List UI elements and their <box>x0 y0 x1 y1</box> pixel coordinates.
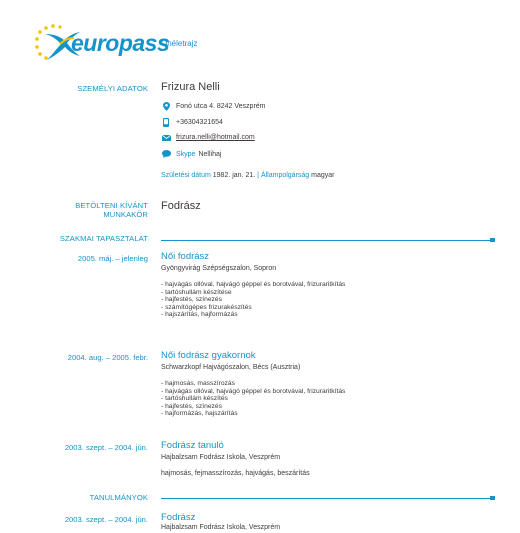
speech-bubble-icon <box>162 150 171 158</box>
section-desired-job <box>0 201 148 219</box>
section-divider-marker <box>490 496 495 500</box>
experience-employer: Gyöngyvirág Szépségszalon, Sopron <box>161 265 277 272</box>
skype-value: Nellihaj <box>198 150 222 158</box>
bullet: - tartóshullám készítése <box>161 288 232 296</box>
experience-title: Női fodrász <box>161 251 210 262</box>
skype-label: Skype <box>176 150 196 158</box>
europass-logo-text: europass <box>71 30 170 56</box>
location-pin-icon <box>163 102 170 111</box>
bullet: - hajfestés, színezés <box>161 296 222 304</box>
doc-type: Önéletrajz <box>161 39 198 48</box>
experience-bullets <box>161 380 501 418</box>
experience-date: 2003. szept. – 2004. jún. <box>64 443 148 452</box>
nationality-label: Állampolgárság <box>260 172 310 179</box>
email-envelope-icon <box>162 135 171 141</box>
contact-skype <box>161 150 221 158</box>
bullet: - hajformázás, hajszárítás <box>161 410 238 418</box>
section-divider <box>161 240 490 241</box>
experience-date: 2004. aug. – 2005. febr. <box>67 353 148 362</box>
contact-phone <box>161 118 223 127</box>
desired-job-value: Fodrász <box>161 200 201 212</box>
section-education: TANULMÁNYOK <box>89 493 148 502</box>
bullet: - hajvágás ollóval, hajvágó géppel és borotvával, frizuraritkítás <box>161 387 346 395</box>
mobile-phone-icon <box>163 118 169 127</box>
bullet: - hajvágás ollóval, hajvágó géppel és borotvával, frizuraritkítás <box>161 281 346 288</box>
section-personal: SZEMÉLYI ADATOK <box>77 84 148 93</box>
birth-value: 1982. jan. 21. <box>212 172 256 179</box>
experience-title: Női fodrász gyakornok <box>161 350 256 361</box>
bullet: - hajszárítás, hajformázás <box>161 311 238 319</box>
experience-employer: Hajbalzsam Fodrász Iskola, Veszprém <box>161 454 281 461</box>
separator: | <box>257 172 259 179</box>
education-title: Fodrász <box>161 512 196 523</box>
europass-logo <box>33 22 170 64</box>
person-name: Frizura Nelli <box>161 81 220 93</box>
section-desired-job-line2: MUNKAKÖR <box>103 210 148 219</box>
experience-date: 2005. máj. – jelenleg <box>77 254 148 263</box>
section-desired-job-line1: BETÖLTENI KÍVÁNT <box>75 201 148 210</box>
section-divider-marker <box>490 238 495 242</box>
bullet: - tartóshullám készítés <box>161 395 228 403</box>
education-school: Hajbalzsam Fodrász Iskola, Veszprém <box>161 524 281 531</box>
contact-email[interactable] <box>161 134 255 141</box>
experience-bullets <box>161 281 501 319</box>
bullet: - hajfestés, színezés <box>161 402 222 410</box>
address-text: Fonó utca 4. 8242 Veszprém <box>176 103 266 110</box>
birth-nationality <box>161 172 334 179</box>
bullet: - hajmosás, masszírozás <box>161 380 235 387</box>
bullet: - számítógépes frizurakészítés <box>161 303 252 311</box>
birth-label: Születési dátum <box>161 172 211 179</box>
experience-title: Fodrász tanuló <box>161 440 224 451</box>
phone-text: +36304321654 <box>176 119 223 126</box>
email-link[interactable]: frizura.nelli@hotmail.com <box>176 134 255 141</box>
section-divider <box>161 498 490 499</box>
experience-detail: hajmosás, fejmasszírozás, hajvágás, beszárítás <box>161 470 310 477</box>
section-experience: SZAKMAI TAPASZTALAT <box>59 234 148 243</box>
nationality-value: magyar <box>311 172 335 179</box>
education-date: 2003. szept. – 2004. jún. <box>64 515 148 524</box>
experience-employer: Schwarzkopf Hajvágószalon, Bécs (Ausztria) <box>161 364 301 371</box>
contact-address <box>161 102 266 111</box>
